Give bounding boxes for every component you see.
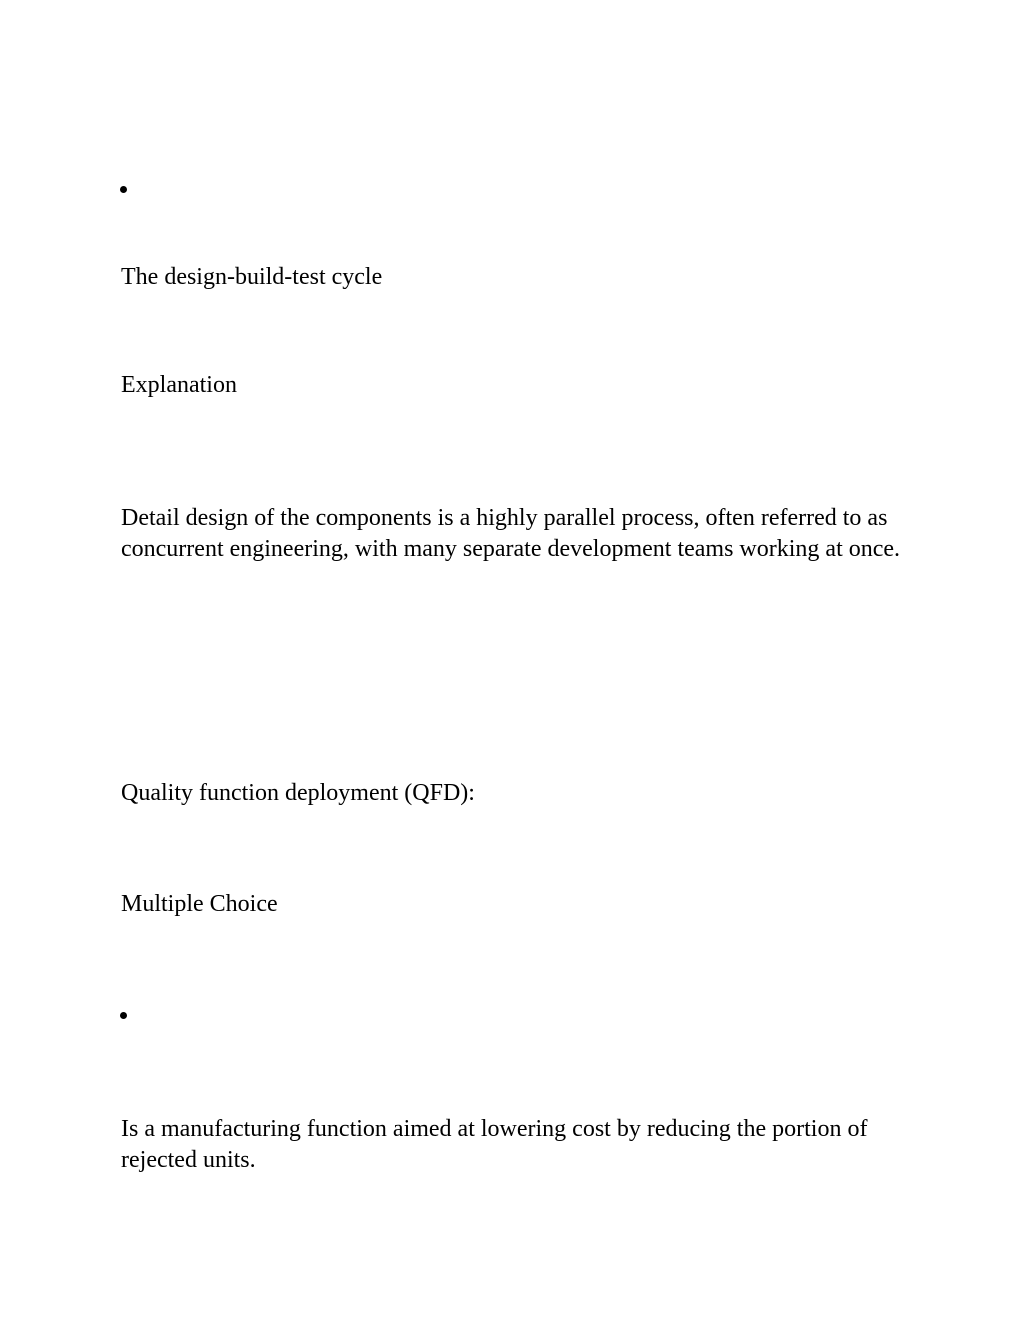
choice-option-text: Is a manufacturing function aimed at lowering cost by reducing the portion of rejected units. — [121, 1116, 868, 1173]
question-title: Quality function deployment (QFD): — [121, 780, 475, 806]
explanation-paragraph: Detail design of the components is a highly parallel process, often referred to as concurrent engineering, with many separate development teams working at once. — [121, 505, 901, 562]
bullet-icon — [120, 1012, 127, 1019]
explanation-heading: Explanation — [121, 372, 237, 398]
bullet-icon — [120, 186, 127, 193]
question-type-label: Multiple Choice — [121, 891, 278, 917]
answer-option-text: The design-build-test cycle — [121, 264, 383, 290]
